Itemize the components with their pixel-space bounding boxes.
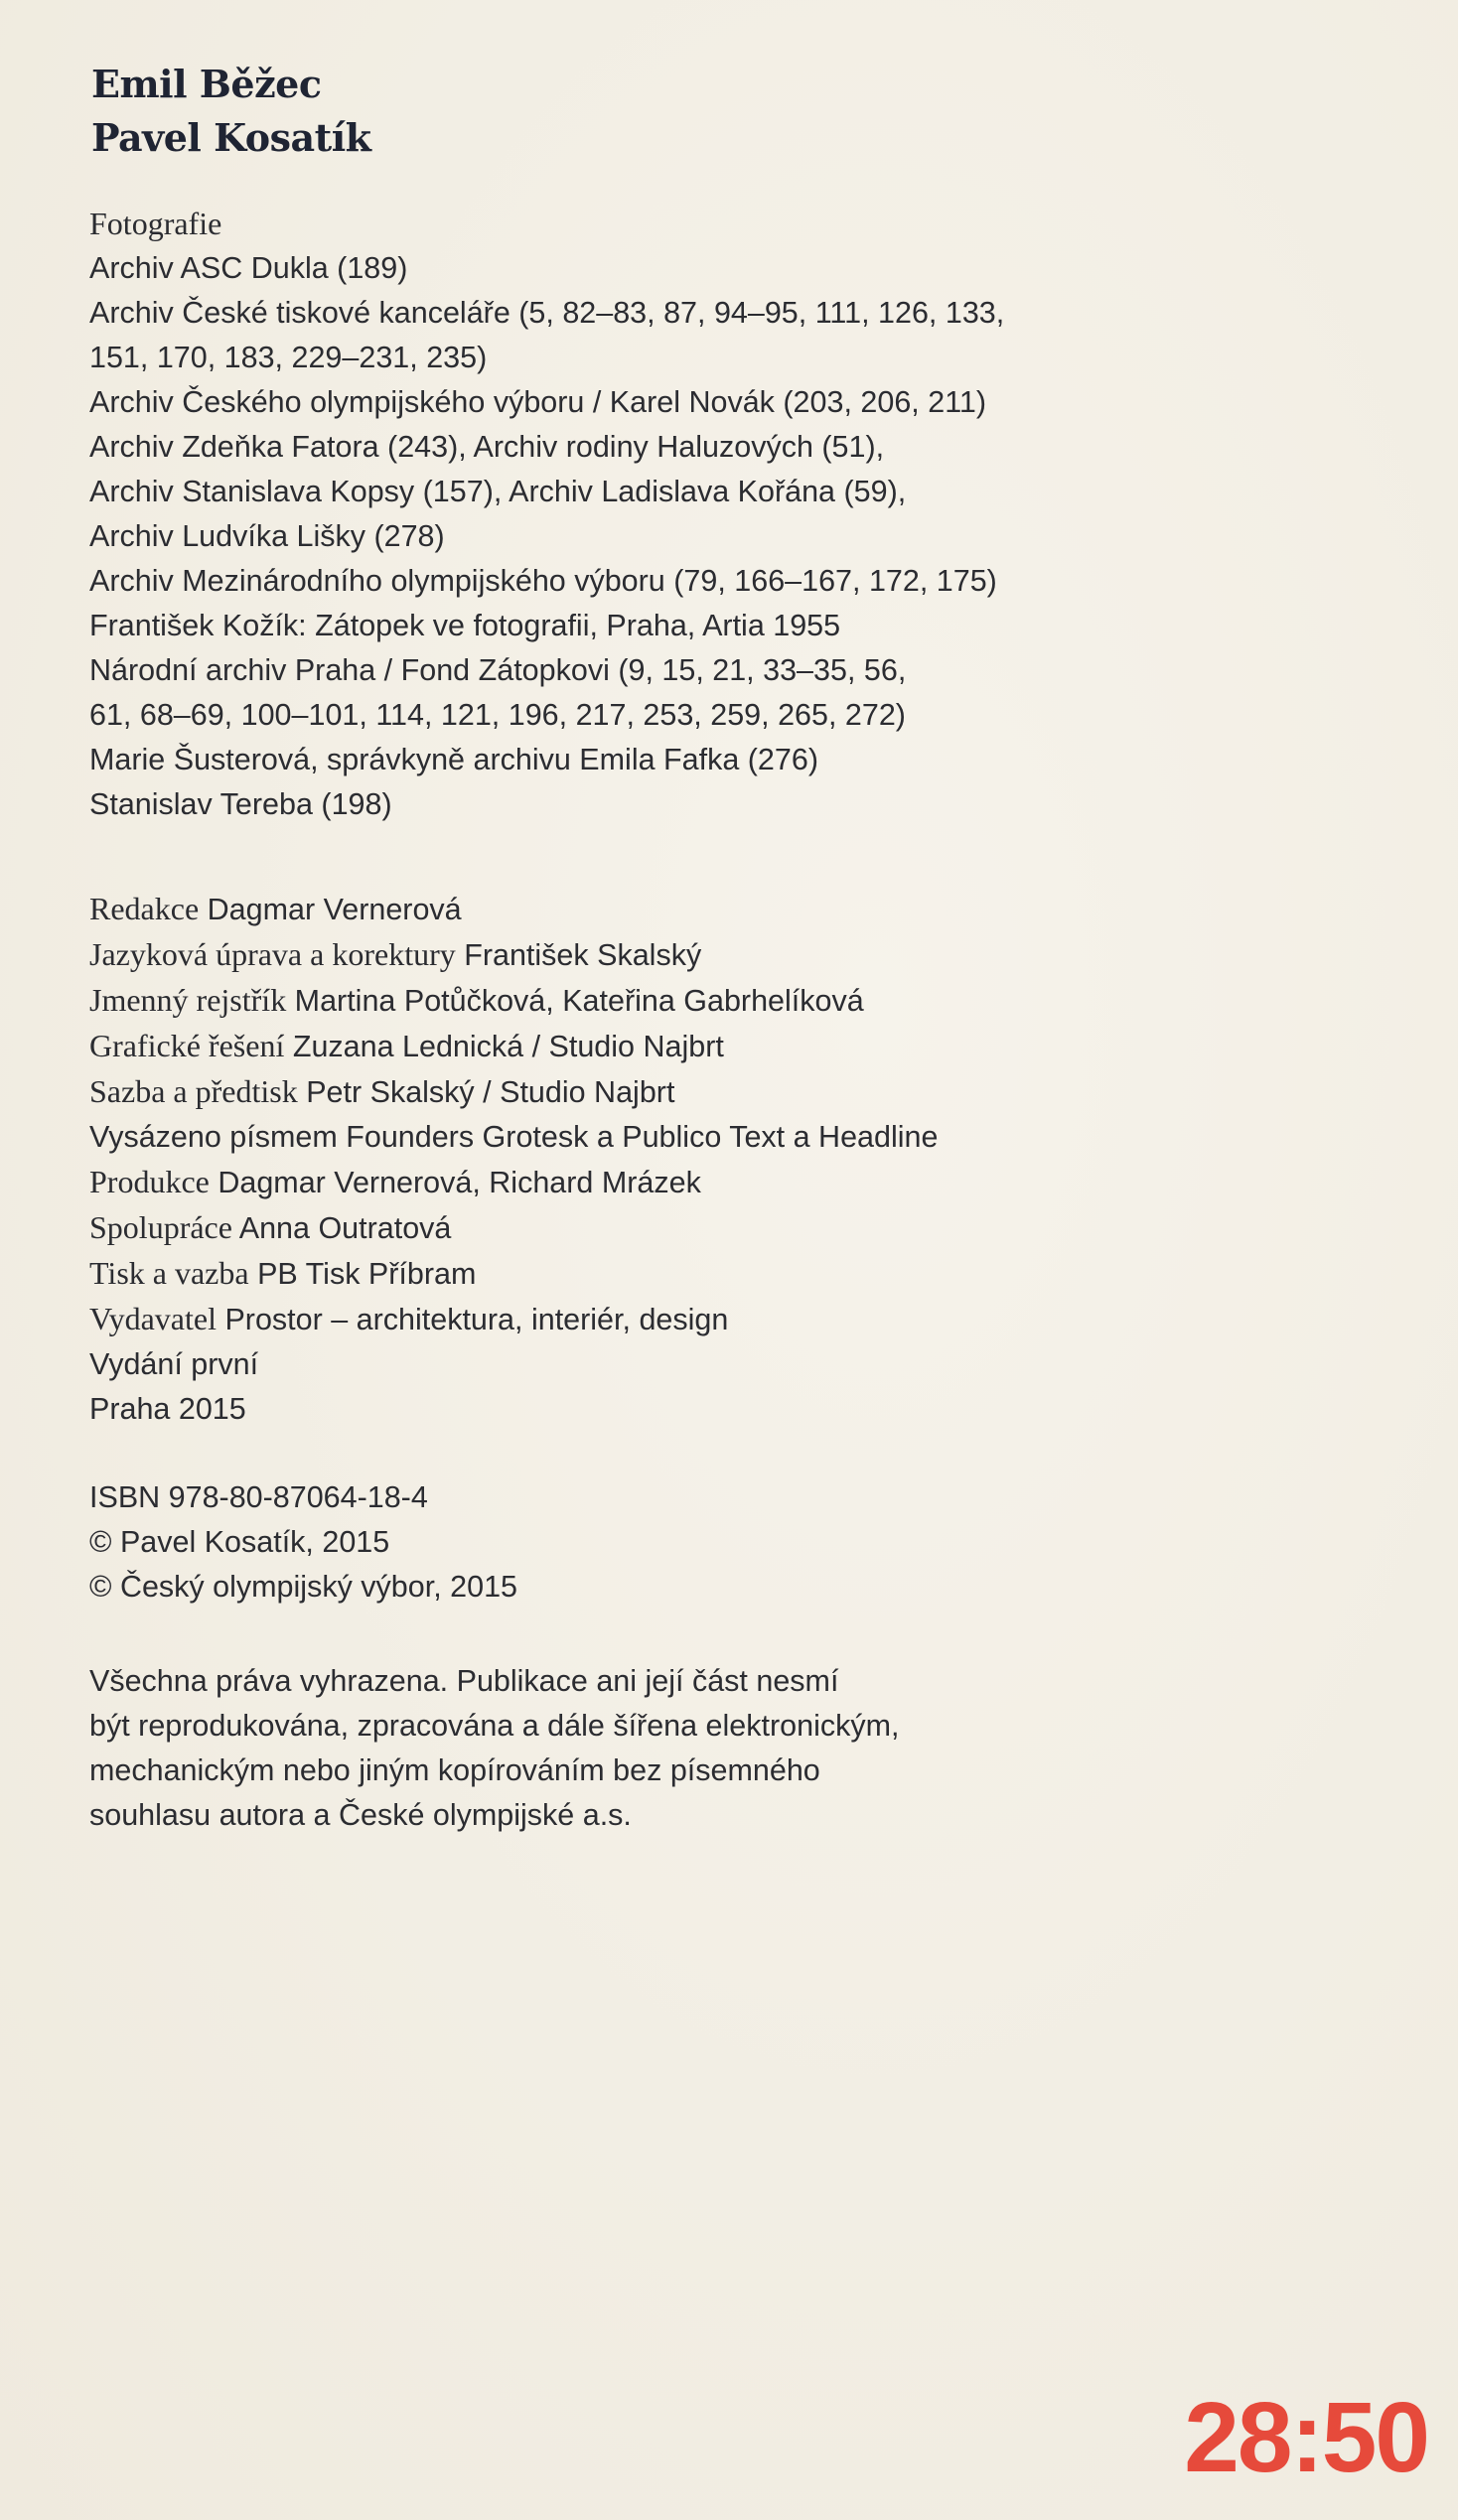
credit-label: Vysázeno písmem [89,1120,338,1154]
isbn-line: ISBN 978-80-87064-18-4 [89,1480,428,1514]
photo-credit-line: Stanislav Tereba (198) [89,787,392,821]
photo-credit-line: František Kožík: Zátopek ve fotografii, Praha, Artia 1955 [89,609,841,642]
photo-credit-line: Archiv ASC Dukla (189) [89,251,408,285]
copyright-line: © Pavel Kosatík, 2015 [89,1525,390,1559]
author-name: Emil Běžec [91,62,322,106]
credit-label: Spolupráce [89,1209,232,1245]
credit-line [89,887,938,932]
credit-line [89,1251,938,1297]
credit-value: Prostor – architektura, interiér, design [224,1303,729,1336]
credit-value: Zuzana Lednická / Studio Najbrt [292,1030,724,1063]
credit-line [89,978,938,1024]
credit-line [89,1069,938,1115]
author-name: Pavel Kosatík [91,115,371,160]
photo-credit-line: Archiv Českého olympijského výboru / Karel Novák (203, 206, 211) [89,385,987,419]
rights-line: souhlasu autora a České olympijské a.s. [89,1798,632,1832]
credit-value: Martina Potůčková, Kateřina Gabrhelíková [294,984,864,1018]
photo-credit-line: 151, 170, 183, 229–231, 235) [89,341,488,374]
authors-block [91,58,370,165]
rights-notice-block [89,1659,899,1838]
credit-value: Dagmar Vernerová [207,893,462,926]
credit-label: Sazba a předtisk [89,1073,298,1109]
credit-value: PB Tisk Příbram [257,1257,477,1291]
credit-line [89,1024,938,1069]
photo-credit-line: Marie Šusterová, správkyně archivu Emila Fafka (276) [89,743,818,776]
credit-line [89,1115,938,1160]
photo-credit-line: Archiv Ludvíka Lišky (278) [89,519,445,553]
photo-credit-line: Národní archiv Praha / Fond Zátopkovi (9, 15, 21, 33–35, 56, [89,653,907,687]
credit-value: František Skalský [464,938,702,972]
photo-credit-line: Archiv České tiskové kanceláře (5, 82–83, 87, 94–95, 111, 126, 133, [89,296,1005,330]
credit-value: Founders Grotesk a Publico Text a Headline [346,1120,939,1154]
credit-label: Redakce [89,891,200,926]
rights-line: být reprodukována, zpracována a dále šířena elektronickým, [89,1709,900,1743]
rights-line: Všechna práva vyhrazena. Publikace ani její část nesmí [89,1664,839,1698]
photo-credit-line: Archiv Stanislava Kopsy (157), Archiv Ladislava Kořána (59), [89,475,907,508]
credit-value: Petr Skalský / Studio Najbrt [306,1075,675,1109]
credit-label: Tisk a vazba [89,1255,249,1291]
photo-credit-line: Archiv Zdeňka Fatora (243), Archiv rodiny Haluzových (51), [89,430,885,464]
credit-line [89,932,938,978]
credit-label: Produkce [89,1164,210,1199]
credit-label: Vydavatel [89,1301,217,1336]
photo-credits-heading: Fotografie [89,206,222,241]
credit-value: Anna Outratová [238,1211,452,1245]
credit-label: Jazyková úprava a korektury [89,936,456,972]
photo-credits-block [89,202,1004,827]
photo-credit-line: 61, 68–69, 100–101, 114, 121, 196, 217, 253, 259, 265, 272) [89,698,906,732]
isbn-copyright-block [89,1475,517,1610]
credit-line [89,1205,938,1251]
copyright-line: © Český olympijský výbor, 2015 [89,1570,517,1604]
place-year-line: Praha 2015 [89,1392,246,1426]
credit-label: Jmenný rejstřík [89,982,287,1018]
rights-line: mechanickým nebo jiným kopírováním bez písemného [89,1753,820,1787]
credit-line [89,1297,938,1342]
credit-value: Dagmar Vernerová, Richard Mrázek [218,1166,701,1199]
credit-label: Grafické řešení [89,1028,285,1063]
credit-line [89,1160,938,1205]
time-logo: 28:50 [1184,2382,1428,2493]
production-credits-block [89,887,938,1432]
photo-credit-line: Archiv Mezinárodního olympijského výboru (79, 166–167, 172, 175) [89,564,997,598]
edition-line: Vydání první [89,1347,259,1381]
